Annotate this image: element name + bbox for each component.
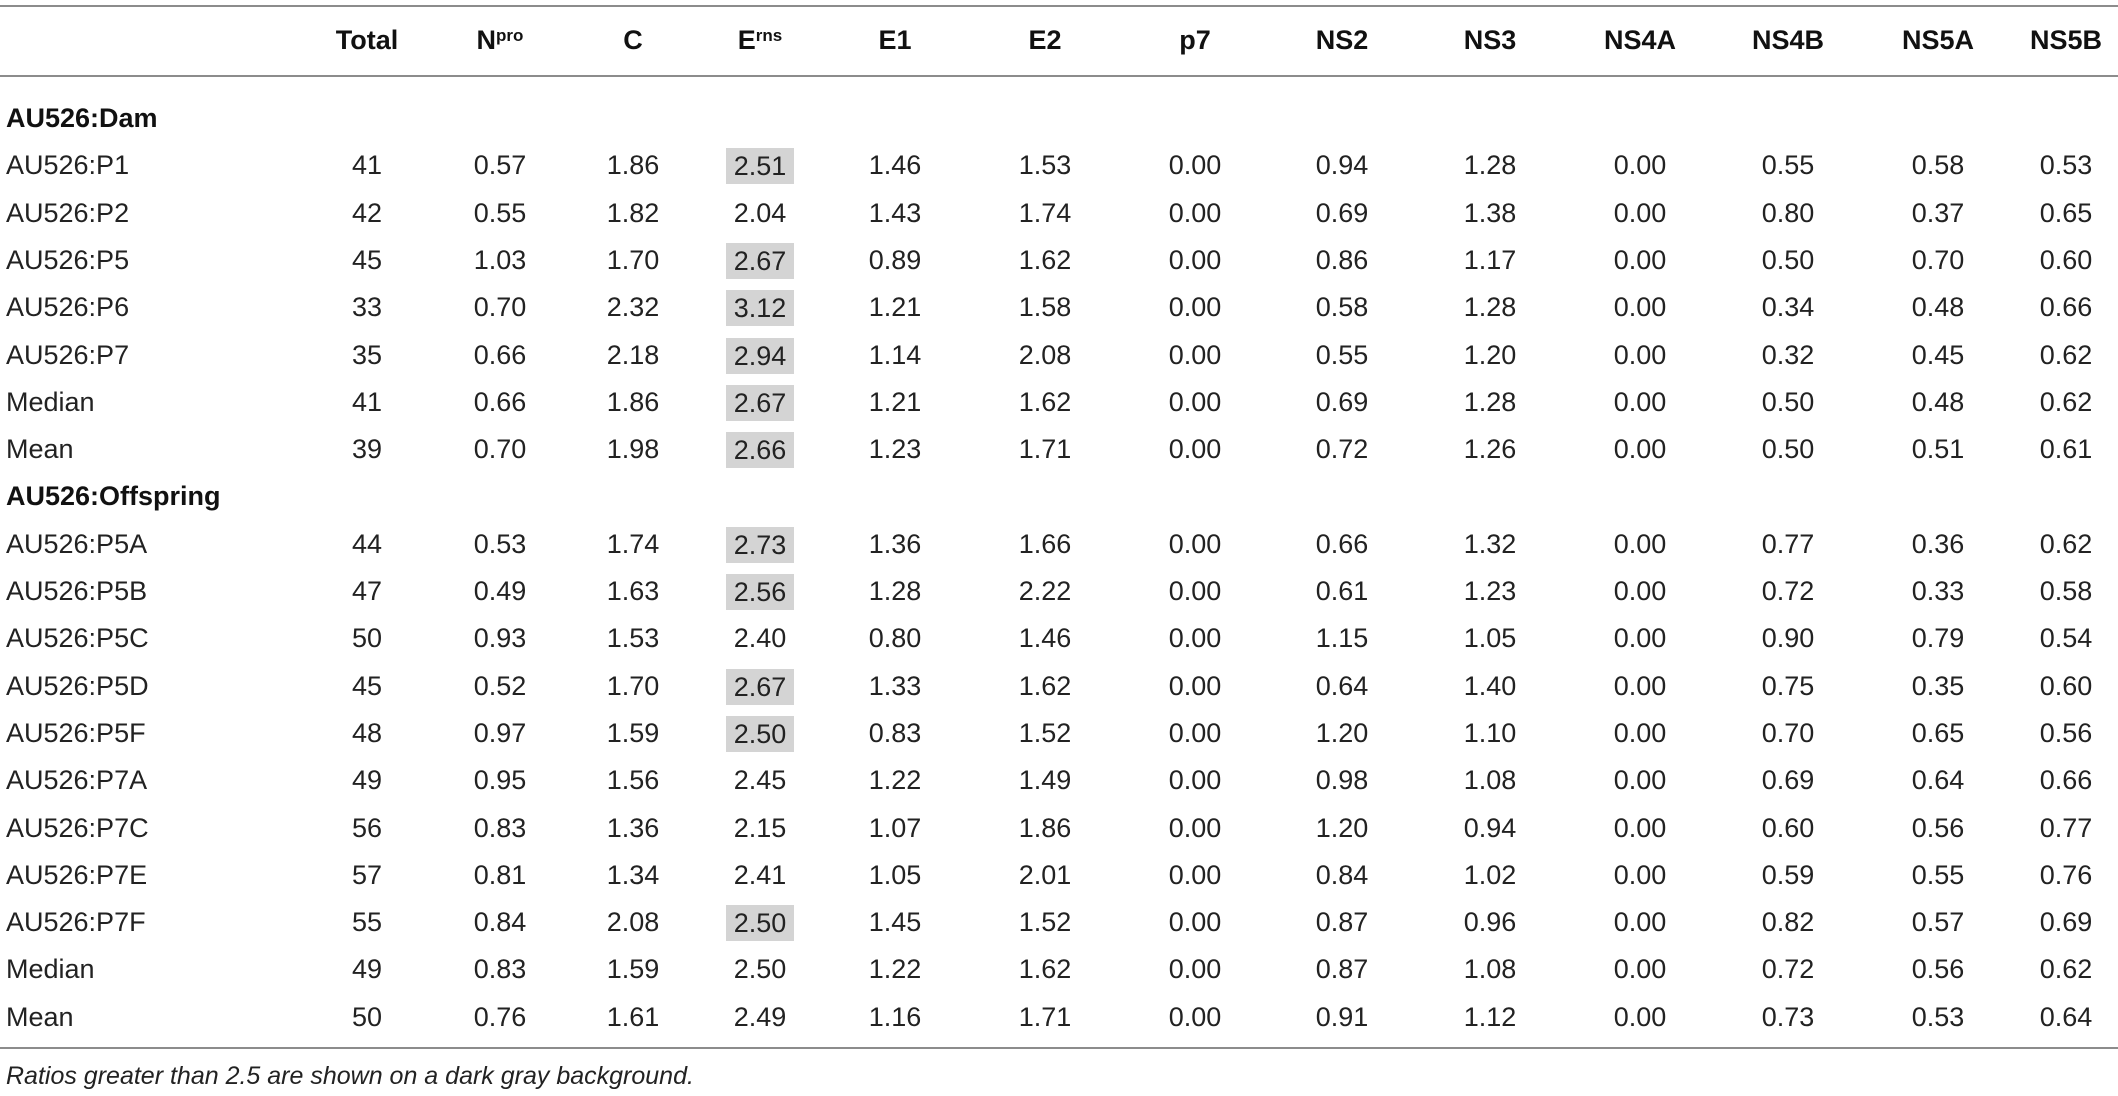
table-cell: 0.65 xyxy=(2039,198,2093,228)
column-header-text: NS5B xyxy=(2029,25,2103,55)
table-cell: 2.50 xyxy=(726,905,794,941)
table-cell: 0.60 xyxy=(2039,671,2093,701)
row-label: AU526:P5A xyxy=(6,529,148,559)
table-cell: 0.49 xyxy=(473,576,527,606)
table-cell: 1.10 xyxy=(1463,718,1517,748)
table-cell: 0.00 xyxy=(1613,1002,1667,1032)
table-cell: 0.62 xyxy=(2039,529,2093,559)
table-cell: 1.22 xyxy=(868,765,922,795)
row-label: AU526:P5C xyxy=(6,623,149,653)
column-header-superscript: pro xyxy=(496,26,524,45)
table-cell: 0.00 xyxy=(1168,671,1222,701)
table-cell: 1.36 xyxy=(868,529,922,559)
table-cell: 0.00 xyxy=(1168,292,1222,322)
table-cell: 1.15 xyxy=(1315,623,1369,653)
table-cell: 44 xyxy=(351,529,383,559)
table-cell: 49 xyxy=(351,954,383,984)
column-header-text: Total xyxy=(335,25,399,55)
table-cell: 0.80 xyxy=(868,623,922,653)
table-cell: 0.00 xyxy=(1168,387,1222,417)
table-top-rule xyxy=(0,5,2118,7)
table-cell: 0.76 xyxy=(473,1002,527,1032)
table-cell: 57 xyxy=(351,860,383,890)
table-cell: 0.79 xyxy=(1911,623,1965,653)
table-cell: 0.00 xyxy=(1168,198,1222,228)
table-cell: 1.58 xyxy=(1018,292,1072,322)
table-cell: 0.53 xyxy=(2039,150,2093,180)
table-cell: 0.00 xyxy=(1168,245,1222,275)
table-cell: 33 xyxy=(351,292,383,322)
table-cell: 0.72 xyxy=(1315,434,1369,464)
table-cell: 0.89 xyxy=(868,245,922,275)
table-cell: 0.72 xyxy=(1761,954,1815,984)
table-cell: 0.56 xyxy=(1911,954,1965,984)
table-cell: 1.63 xyxy=(606,576,660,606)
table-cell: 0.00 xyxy=(1168,529,1222,559)
table-cell: 0.86 xyxy=(1315,245,1369,275)
table-cell: 0.80 xyxy=(1761,198,1815,228)
table-cell: 0.94 xyxy=(1315,150,1369,180)
table-cell: 0.00 xyxy=(1613,718,1667,748)
column-header-text: p7 xyxy=(1179,25,1211,55)
table-cell: 0.50 xyxy=(1761,387,1815,417)
header-rule xyxy=(0,75,2118,77)
table-cell: 48 xyxy=(351,718,383,748)
table-cell: 1.05 xyxy=(868,860,922,890)
table-cell: 0.64 xyxy=(1315,671,1369,701)
column-header-text: NS4A xyxy=(1603,25,1677,55)
table-cell: 2.67 xyxy=(726,243,794,279)
table-cell: 0.00 xyxy=(1613,529,1667,559)
table-cell: 0.61 xyxy=(2039,434,2093,464)
table-cell: 0.55 xyxy=(473,198,527,228)
table-cell: 1.62 xyxy=(1018,387,1072,417)
table-cell: 0.69 xyxy=(1761,765,1815,795)
table-cell: 1.82 xyxy=(606,198,660,228)
table-cell: 0.91 xyxy=(1315,1002,1369,1032)
table-cell: 0.00 xyxy=(1168,813,1222,843)
table-cell: 2.40 xyxy=(733,623,787,653)
table-cell: 0.66 xyxy=(2039,765,2093,795)
table-cell: 1.53 xyxy=(1018,150,1072,180)
table-cell: 1.52 xyxy=(1018,907,1072,937)
table-cell: 0.64 xyxy=(2039,1002,2093,1032)
table-cell: 0.50 xyxy=(1761,245,1815,275)
table-cell: 1.62 xyxy=(1018,671,1072,701)
table-cell: 1.62 xyxy=(1018,954,1072,984)
table-cell: 2.45 xyxy=(733,765,787,795)
table-cell: 0.83 xyxy=(868,718,922,748)
table-cell: 2.67 xyxy=(726,385,794,421)
row-label: AU526:P5D xyxy=(6,671,149,701)
row-label: AU526:P7F xyxy=(6,907,146,937)
table-cell: 2.01 xyxy=(1018,860,1072,890)
table-cell: 1.86 xyxy=(606,387,660,417)
column-header xyxy=(1986,17,2118,64)
row-label: Mean xyxy=(6,434,74,464)
table-cell: 0.66 xyxy=(1315,529,1369,559)
table-cell: 0.55 xyxy=(1761,150,1815,180)
table-cell: 2.08 xyxy=(1018,340,1072,370)
table-cell: 1.36 xyxy=(606,813,660,843)
table-cell: 45 xyxy=(351,245,383,275)
column-header-text: E2 xyxy=(1028,25,1062,55)
table-cell: 0.93 xyxy=(473,623,527,653)
column-header-superscript: rns xyxy=(755,26,783,45)
row-label: AU526:P6 xyxy=(6,292,130,322)
table-cell: 0.52 xyxy=(473,671,527,701)
table-cell: 0.00 xyxy=(1613,576,1667,606)
table-cell: 1.46 xyxy=(868,150,922,180)
table-cell: 0.61 xyxy=(1315,576,1369,606)
table-cell: 0.00 xyxy=(1613,907,1667,937)
table-cell: 1.86 xyxy=(606,150,660,180)
table-cell: 0.70 xyxy=(1911,245,1965,275)
column-header-text: NS3 xyxy=(1463,25,1517,55)
table-cell: 1.86 xyxy=(1018,813,1072,843)
column-header xyxy=(1560,17,1720,64)
row-label: AU526:P7 xyxy=(6,340,130,370)
table-cell: 2.50 xyxy=(733,954,787,984)
table-cell: 0.58 xyxy=(2039,576,2093,606)
table-cell: 1.49 xyxy=(1018,765,1072,795)
column-header xyxy=(815,17,975,64)
row-label: AU526:P5B xyxy=(6,576,148,606)
table-cell: 1.22 xyxy=(868,954,922,984)
table-cell: 50 xyxy=(351,623,383,653)
table-cell: 1.20 xyxy=(1315,718,1369,748)
table-cell: 1.12 xyxy=(1463,1002,1517,1032)
table-cell: 0.00 xyxy=(1168,623,1222,653)
table-cell: 0.66 xyxy=(473,387,527,417)
table-cell: 2.56 xyxy=(726,574,794,610)
table-cell: 0.64 xyxy=(1911,765,1965,795)
table-cell: 0.62 xyxy=(2039,954,2093,984)
table-cell: 0.62 xyxy=(2039,387,2093,417)
table-cell: 1.33 xyxy=(868,671,922,701)
table-cell: 0.53 xyxy=(1911,1002,1965,1032)
table-cell: 41 xyxy=(351,150,383,180)
table-cell: 0.81 xyxy=(473,860,527,890)
table-cell: 1.05 xyxy=(1463,623,1517,653)
table-cell: 42 xyxy=(351,198,383,228)
table-cell: 1.74 xyxy=(1018,198,1072,228)
table-cell: 1.28 xyxy=(868,576,922,606)
table-cell: 1.17 xyxy=(1463,245,1517,275)
table-cell: 1.23 xyxy=(868,434,922,464)
row-label: AU526:P2 xyxy=(6,198,130,228)
table-cell: 1.34 xyxy=(606,860,660,890)
table-cell: 0.83 xyxy=(473,954,527,984)
column-header xyxy=(965,17,1125,64)
table-cell: 0.69 xyxy=(1315,198,1369,228)
table-cell: 0.34 xyxy=(1761,292,1815,322)
table-cell: 0.00 xyxy=(1613,245,1667,275)
table-cell: 0.98 xyxy=(1315,765,1369,795)
table-cell: 0.00 xyxy=(1168,1002,1222,1032)
row-label: AU526:P5 xyxy=(6,245,130,275)
table-footnote: Ratios greater than 2.5 are shown on a dark gray background. xyxy=(6,1062,694,1090)
table-cell: 0.00 xyxy=(1168,150,1222,180)
table-cell: 1.20 xyxy=(1315,813,1369,843)
row-label: AU526:P7E xyxy=(6,860,148,890)
table-cell: 1.16 xyxy=(868,1002,922,1032)
table-cell: 2.94 xyxy=(726,338,794,374)
table-cell: 0.70 xyxy=(1761,718,1815,748)
table-cell: 2.15 xyxy=(733,813,787,843)
table-cell: 1.74 xyxy=(606,529,660,559)
table-cell: 0.59 xyxy=(1761,860,1815,890)
table-cell: 1.28 xyxy=(1463,150,1517,180)
table-cell: 0.69 xyxy=(1315,387,1369,417)
table-cell: 0.75 xyxy=(1761,671,1815,701)
table-cell: 0.70 xyxy=(473,434,527,464)
table-cell: 0.00 xyxy=(1613,387,1667,417)
table-cell: 0.35 xyxy=(1911,671,1965,701)
table-cell: 0.00 xyxy=(1168,576,1222,606)
row-label: Mean xyxy=(6,1002,74,1032)
table-cell: 1.98 xyxy=(606,434,660,464)
table-cell: 0.82 xyxy=(1761,907,1815,937)
table-cell: 0.95 xyxy=(473,765,527,795)
table-cell: 0.83 xyxy=(473,813,527,843)
table-cell: 0.00 xyxy=(1613,813,1667,843)
table-cell: 0.60 xyxy=(1761,813,1815,843)
table-cell: 0.57 xyxy=(1911,907,1965,937)
table-cell: 45 xyxy=(351,671,383,701)
column-header-text: C xyxy=(623,25,643,55)
table-cell: 0.00 xyxy=(1613,860,1667,890)
table-cell: 2.51 xyxy=(726,148,794,184)
table-cell: 0.00 xyxy=(1613,954,1667,984)
table-cell: 0.00 xyxy=(1168,860,1222,890)
table-cell: 1.23 xyxy=(1463,576,1517,606)
table-cell: 0.87 xyxy=(1315,954,1369,984)
column-header-text: NS5A xyxy=(1901,25,1975,55)
table-cell: 0.77 xyxy=(2039,813,2093,843)
table-cell: 1.26 xyxy=(1463,434,1517,464)
table-cell: 1.28 xyxy=(1463,387,1517,417)
table-cell: 1.46 xyxy=(1018,623,1072,653)
table-cell: 2.73 xyxy=(726,527,794,563)
column-header xyxy=(1410,17,1570,64)
table-cell: 1.40 xyxy=(1463,671,1517,701)
table-cell: 1.20 xyxy=(1463,340,1517,370)
table-cell: 0.87 xyxy=(1315,907,1369,937)
table-cell: 0.50 xyxy=(1761,434,1815,464)
table-cell: 0.72 xyxy=(1761,576,1815,606)
section-heading: AU526:Dam xyxy=(6,103,158,133)
table-cell: 0.48 xyxy=(1911,292,1965,322)
column-header-text: NS4B xyxy=(1751,25,1825,55)
table-cell: 1.56 xyxy=(606,765,660,795)
table-cell: 35 xyxy=(351,340,383,370)
table-cell: 0.00 xyxy=(1168,340,1222,370)
table-cell: 0.56 xyxy=(2039,718,2093,748)
table-cell: 55 xyxy=(351,907,383,937)
table-cell: 0.94 xyxy=(1463,813,1517,843)
table-cell: 1.59 xyxy=(606,954,660,984)
table-cell: 1.32 xyxy=(1463,529,1517,559)
table-cell: 0.00 xyxy=(1168,765,1222,795)
table-cell: 2.50 xyxy=(726,716,794,752)
table-cell: 0.53 xyxy=(473,529,527,559)
table-cell: 0.55 xyxy=(1315,340,1369,370)
table-cell: 1.08 xyxy=(1463,954,1517,984)
table-cell: 0.00 xyxy=(1613,765,1667,795)
table-cell: 0.70 xyxy=(473,292,527,322)
table-cell: 1.38 xyxy=(1463,198,1517,228)
table-cell: 1.28 xyxy=(1463,292,1517,322)
table-cell: 3.12 xyxy=(726,290,794,326)
table-cell: 0.54 xyxy=(2039,623,2093,653)
table-cell: 1.14 xyxy=(868,340,922,370)
table-cell: 0.57 xyxy=(473,150,527,180)
table-cell: 0.96 xyxy=(1463,907,1517,937)
table-cell: 1.21 xyxy=(868,387,922,417)
table-cell: 41 xyxy=(351,387,383,417)
table-cell: 0.51 xyxy=(1911,434,1965,464)
table-cell: 0.00 xyxy=(1168,954,1222,984)
table-cell: 0.00 xyxy=(1168,718,1222,748)
row-label: Median xyxy=(6,387,95,417)
column-header-text: E xyxy=(737,25,756,55)
table-cell: 0.90 xyxy=(1761,623,1815,653)
table-cell: 1.71 xyxy=(1018,434,1072,464)
row-label: AU526:P7C xyxy=(6,813,149,843)
section-heading: AU526:Offspring xyxy=(6,481,221,511)
table-cell: 0.00 xyxy=(1613,292,1667,322)
table-cell: 2.04 xyxy=(733,198,787,228)
table-cell: 1.62 xyxy=(1018,245,1072,275)
table-cell: 0.58 xyxy=(1911,150,1965,180)
table-cell: 1.66 xyxy=(1018,529,1072,559)
table-cell: 0.00 xyxy=(1613,198,1667,228)
row-label: Median xyxy=(6,954,95,984)
table-cell: 1.02 xyxy=(1463,860,1517,890)
row-label: AU526:P7A xyxy=(6,765,148,795)
table-cell: 0.00 xyxy=(1168,907,1222,937)
table-cell: 0.00 xyxy=(1613,150,1667,180)
table-cell: 0.97 xyxy=(473,718,527,748)
table-cell: 1.70 xyxy=(606,671,660,701)
table-cell: 1.03 xyxy=(473,245,527,275)
table-cell: 0.37 xyxy=(1911,198,1965,228)
table-cell: 0.55 xyxy=(1911,860,1965,890)
table-cell: 1.21 xyxy=(868,292,922,322)
row-label: AU526:P5F xyxy=(6,718,146,748)
column-header xyxy=(1262,17,1422,64)
table-bottom-rule xyxy=(0,1047,2118,1049)
table-cell: 1.53 xyxy=(606,623,660,653)
table-cell: 2.32 xyxy=(606,292,660,322)
table-cell: 0.84 xyxy=(1315,860,1369,890)
table-cell: 0.65 xyxy=(1911,718,1965,748)
table-cell: 1.70 xyxy=(606,245,660,275)
table-cell: 49 xyxy=(351,765,383,795)
table-cell: 0.73 xyxy=(1761,1002,1815,1032)
table-cell: 0.33 xyxy=(1911,576,1965,606)
table-cell: 0.32 xyxy=(1761,340,1815,370)
table-cell: 47 xyxy=(351,576,383,606)
table-cell: 0.45 xyxy=(1911,340,1965,370)
table-cell: 0.76 xyxy=(2039,860,2093,890)
table-cell: 1.52 xyxy=(1018,718,1072,748)
table-cell: 0.00 xyxy=(1613,434,1667,464)
table-cell: 0.56 xyxy=(1911,813,1965,843)
table-cell: 0.84 xyxy=(473,907,527,937)
table-cell: 1.61 xyxy=(606,1002,660,1032)
table-cell: 0.66 xyxy=(2039,292,2093,322)
table-cell: 50 xyxy=(351,1002,383,1032)
table-cell: 1.43 xyxy=(868,198,922,228)
table-cell: 0.48 xyxy=(1911,387,1965,417)
table-cell: 2.41 xyxy=(733,860,787,890)
table-cell: 1.59 xyxy=(606,718,660,748)
table-cell: 2.67 xyxy=(726,669,794,705)
table-cell: 0.66 xyxy=(473,340,527,370)
column-header xyxy=(1115,17,1275,64)
table-cell: 0.69 xyxy=(2039,907,2093,937)
table-cell: 56 xyxy=(351,813,383,843)
table-cell: 1.07 xyxy=(868,813,922,843)
table-cell: 0.62 xyxy=(2039,340,2093,370)
row-label: AU526:P1 xyxy=(6,150,130,180)
table-cell: 0.36 xyxy=(1911,529,1965,559)
table-cell: 1.71 xyxy=(1018,1002,1072,1032)
column-header-text: N xyxy=(476,25,497,55)
table-cell: 2.18 xyxy=(606,340,660,370)
column-header-text: E1 xyxy=(878,25,912,55)
table-cell: 0.00 xyxy=(1613,340,1667,370)
table-cell: 0.00 xyxy=(1613,671,1667,701)
column-header xyxy=(1708,17,1868,64)
table-cell: 1.08 xyxy=(1463,765,1517,795)
table-cell: 39 xyxy=(351,434,383,464)
table-cell: 0.00 xyxy=(1168,434,1222,464)
table-cell: 2.08 xyxy=(606,907,660,937)
table-cell: 0.00 xyxy=(1613,623,1667,653)
table-cell: 0.77 xyxy=(1761,529,1815,559)
table-cell: 2.66 xyxy=(726,432,794,468)
table-cell: 2.49 xyxy=(733,1002,787,1032)
table-cell: 0.58 xyxy=(1315,292,1369,322)
table-cell: 0.60 xyxy=(2039,245,2093,275)
column-header-text: NS2 xyxy=(1315,25,1369,55)
table-cell: 1.45 xyxy=(868,907,922,937)
table-cell: 2.22 xyxy=(1018,576,1072,606)
